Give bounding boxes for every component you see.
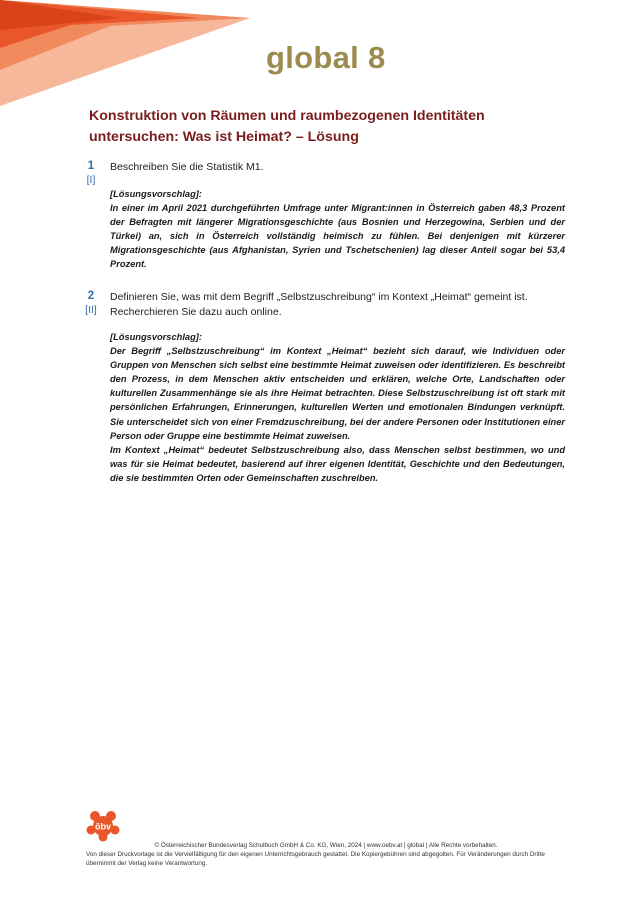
solution-paragraph: Der Begriff „Selbstzuschreibung“ im Kontext „Heimat“ bezieht sich darauf, wie Individuen oder Gruppen von Menschen sich selbst eine bestimmte Heimat zuweisen oder identifizieren. Es beschreibt den Prozess, in dem Menschen aktiv entscheiden und erklären, welche Orte, Landschaften oder kulturellen Zusammenhänge sie als ihre Heimat betrachten. Diese Selbstzuschreibung ist oft stark mit persönlichen Erfahrungen, Erinnerungen, kulturellen Werten und emotionalen Bindungen verknüpft. Sie unterscheidet sich von einer Fremdzuschreibung, bei der andere Personen oder Institutionen einer Person oder Gruppe eine bestimmte Heimat zuweisen.: [110, 346, 565, 441]
oebv-logo: [86, 810, 120, 842]
solution-label: [Lösungsvorschlag]:: [110, 332, 202, 342]
footer: [86, 841, 566, 868]
footer-copyright: © Österreichischer Bundesverlag Schulbuch GmbH & Co. KG, Wien, 2024 | www.oebv.at | global | Alle Rechte vorbehalten.: [154, 842, 498, 849]
solution-paragraph: Im Kontext „Heimat“ bedeutet Selbstzuschreibung also, dass Menschen selbst bestimmen, wo und was für sie Heimat bedeutet, basierend auf ihrer eigenen Identität, Geschichte und den Bedeutungen, die sie bestimmten Orten oder Gemeinschaften zuschreiben.: [110, 444, 565, 483]
task-number: 1: [87, 160, 95, 172]
solution-block: [110, 330, 565, 485]
task-question: [110, 290, 528, 320]
question-line: Beschreiben Sie die Statistik M1.: [110, 161, 264, 173]
question-line: Recherchieren Sie dazu auch online.: [110, 306, 282, 318]
task-level: [I]: [86, 174, 96, 186]
solution-label: [Lösungsvorschlag]:: [110, 189, 202, 199]
solution-block: [110, 187, 565, 272]
task-question: [110, 160, 264, 175]
page-title: Konstruktion von Räumen und raumbezogenen Identitäten untersuchen: Was ist Heimat? – Lösung: [89, 108, 485, 145]
task-level: [II]: [85, 304, 97, 316]
footer-notice: Von dieser Druckvorlage ist die Vervielfältigung für den eigenen Unterrichtsgebrauch gestattet. Die Kopiergebühren sind abgegolten. Für Veränderungen durch Dritte übernimmt der Verlag keine Verantwortung.: [86, 851, 545, 867]
brand-title: global 8: [266, 40, 386, 75]
solution-paragraph: In einer im April 2021 durchgeführten Umfrage unter Migrant:innen in Österreich gaben 48,3 Prozent der Befragten mit längerer Migrationsgeschichte (aus Bosnien und Herzegowina, Serbien und der Türkei) an, sich in Österreich vollständig heimisch zu fühlen. Bei denjenigen mit kürzerer Migrationsgeschichte (aus Afghanistan, Syrien und Tschetschenien) lag dieser Anteil sogar bei 53,4 Prozent.: [110, 203, 565, 270]
question-line: Definieren Sie, was mit dem Begriff „Selbstzuschreibung“ im Kontext „Heimat“ gemeint ist.: [110, 291, 528, 303]
corner-decoration: [0, 0, 260, 110]
task-number: 2: [87, 290, 95, 302]
logo-text: öbv: [94, 821, 112, 832]
